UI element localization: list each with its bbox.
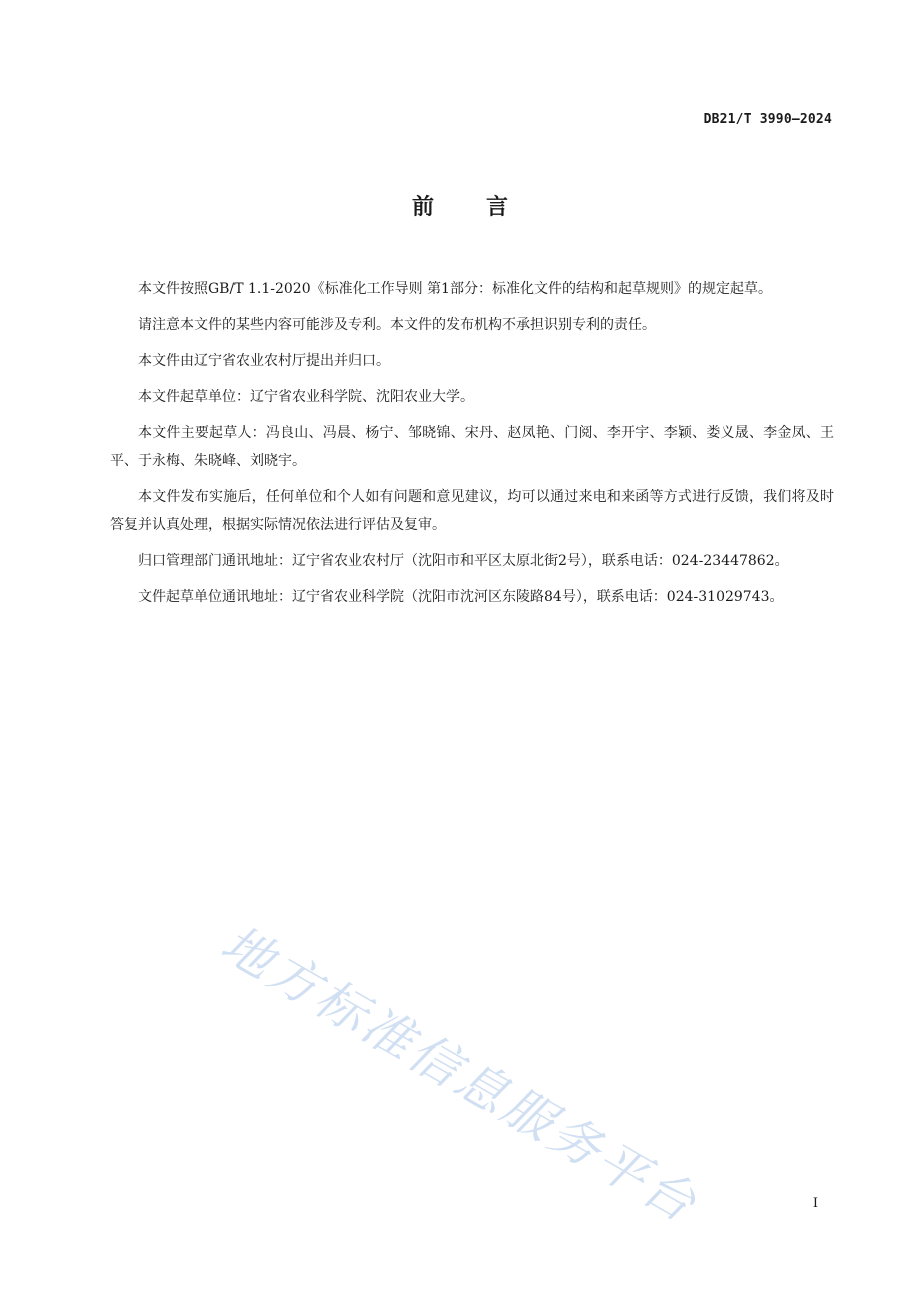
page-title-char-1: 前: [411, 195, 434, 220]
paragraph-feedback: 本文件发布实施后，任何单位和个人如有问题和意见建议，均可以通过来电和来函等方式进行反馈，我们将及时答复并认真处理，根据实际情况依法进行评估及复审。: [110, 489, 834, 533]
page-title-char-2: 言: [486, 195, 509, 220]
document-code: DB21/T 3990—2024: [703, 112, 832, 127]
paragraph-drafters: 本文件主要起草人：冯良山、冯晨、杨宁、邹晓锦、宋丹、赵凤艳、门阅、李开宇、李颖、娄义晟、李金凤、王平、于永梅、朱晓峰、刘晓宇。: [110, 425, 834, 469]
paragraph-drafting-units: 本文件起草单位：辽宁省农业科学院、沈阳农业大学。: [138, 389, 474, 405]
paragraph-admin-address: 归口管理部门通讯地址：辽宁省农业农村厅（沈阳市和平区太原北街2号），联系电话：024-23447862。: [138, 553, 789, 569]
paragraph-drafting-rules: 本文件按照GB/T 1.1-2020《标准化工作导则 第1部分：标准化文件的结构和起草规则》的规定起草。: [138, 281, 772, 297]
page-number: I: [812, 1196, 818, 1211]
foreword-body: [110, 275, 834, 619]
page-title: [0, 190, 920, 221]
paragraph-proposer: 本文件由辽宁省农业农村厅提出并归口。: [138, 353, 390, 369]
paragraph-drafter-address: 文件起草单位通讯地址：辽宁省农业科学院（沈阳市沈河区东陵路84号），联系电话：024-31029743。: [138, 589, 784, 605]
watermark: 地方标准信息服务平台: [211, 914, 709, 1235]
paragraph-patent-notice: 请注意本文件的某些内容可能涉及专利。本文件的发布机构不承担识别专利的责任。: [138, 317, 656, 333]
